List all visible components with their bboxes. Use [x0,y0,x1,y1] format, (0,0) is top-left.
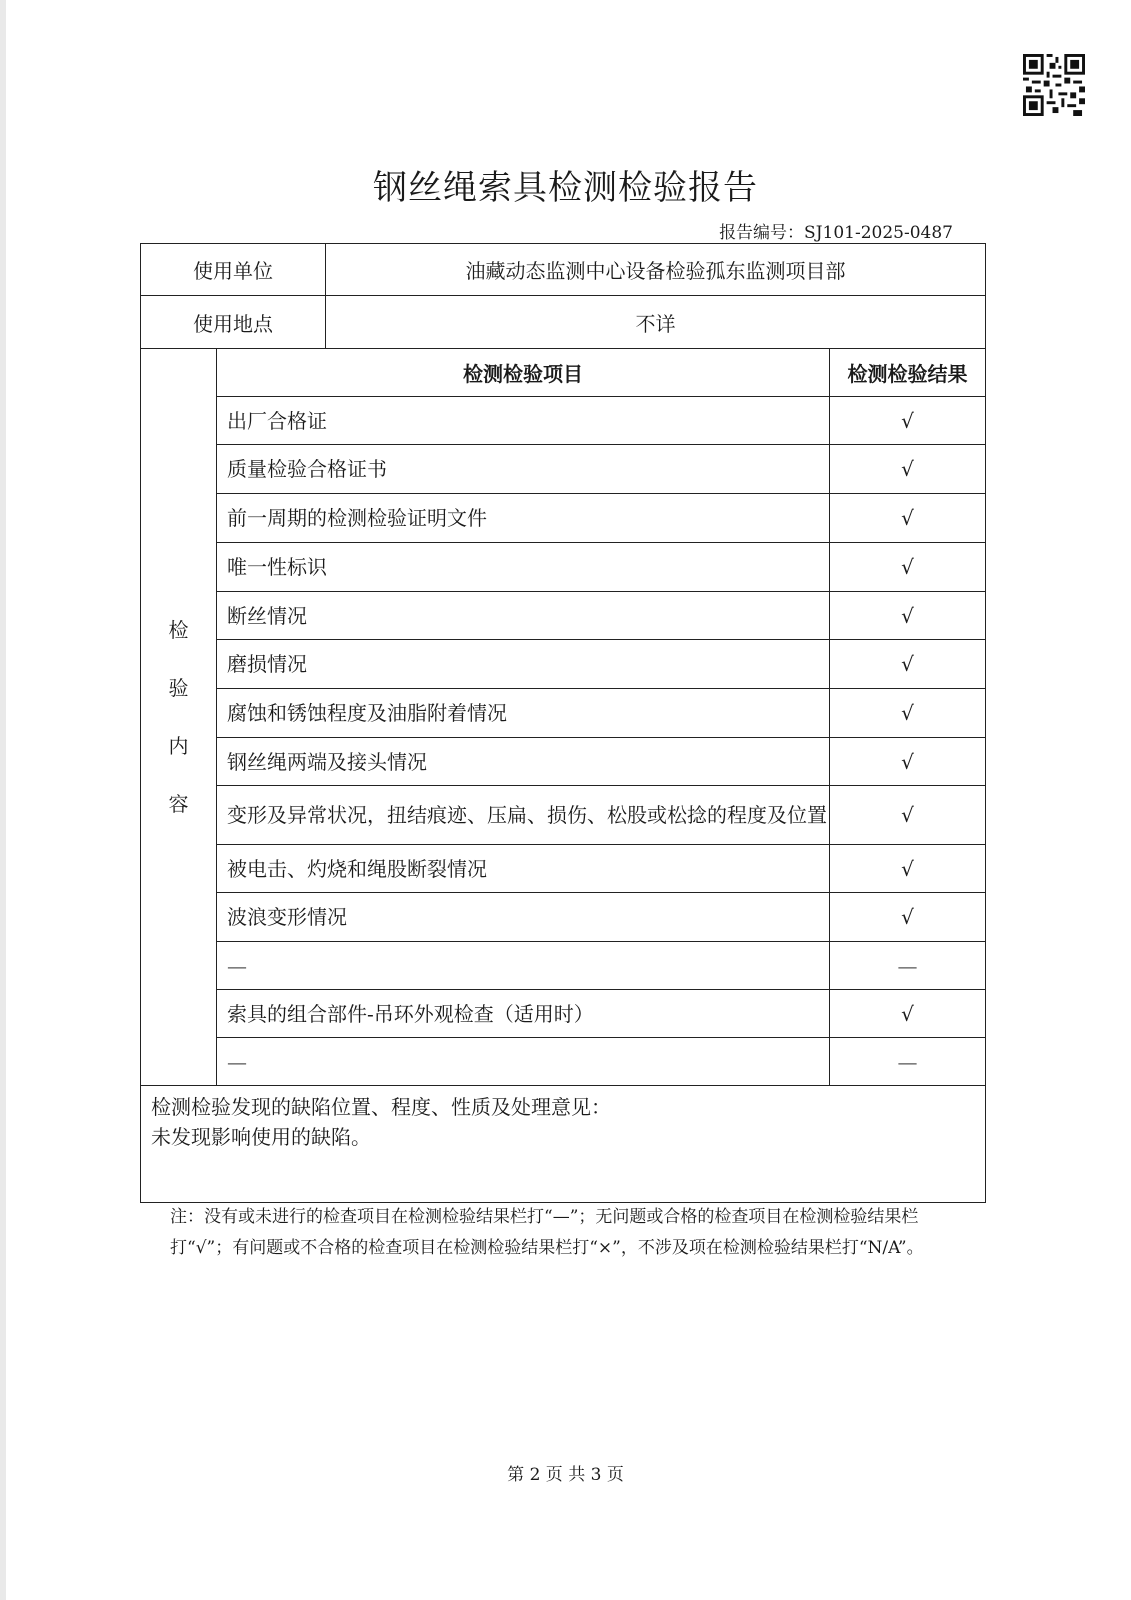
item-name: 变形及异常状况，扭结痕迹、压扁、损伤、松股或松捻的程度及位置 [217,786,830,845]
item-result: √ [830,445,986,494]
table-row [141,397,986,445]
section-label-char: 内 [168,734,189,758]
user-unit-row [141,244,986,296]
user-unit-value: 油藏动态监测中心设备检验孤东监测项目部 [326,244,986,296]
table-row [141,845,986,893]
section-label-vertical [141,349,217,1086]
scan-edge [0,0,6,1600]
item-result: √ [830,397,986,445]
inspection-table [140,243,986,1203]
table-row [141,942,986,990]
report-number: 报告编号：SJ101-2025-0487 [719,223,953,243]
result-column-header: 检测检验结果 [830,349,986,397]
item-result: √ [830,543,986,592]
table-row [141,689,986,738]
item-result: √ [830,893,986,942]
item-result: √ [830,689,986,738]
item-name: 质量检验合格证书 [217,445,830,494]
table-row [141,543,986,592]
report-title: 钢丝绳索具检测检验报告 [373,168,758,208]
findings-label: 检测检验发现的缺陷位置、程度、性质及处理意见： [151,1095,611,1119]
item-name: 出厂合格证 [217,397,830,445]
watermark-stamp: ⠀ [280,92,306,123]
item-name: — [217,942,830,990]
item-name: 索具的组合部件-吊环外观检查（适用时） [217,990,830,1038]
section-label-char: 检 [168,618,189,642]
table-row [141,494,986,543]
table-row [141,786,986,845]
table-row [141,445,986,494]
findings-text: 未发现影响使用的缺陷。 [151,1125,371,1149]
page-number: 第 2 页 共 3 页 [507,1465,624,1485]
qr-code-icon [1023,54,1085,116]
table-row [141,640,986,689]
user-unit-label: 使用单位 [141,244,326,296]
location-label: 使用地点 [141,296,326,349]
item-result: √ [830,738,986,786]
item-name: 钢丝绳两端及接头情况 [217,738,830,786]
item-name: 磨损情况 [217,640,830,689]
table-row [141,738,986,786]
item-result: — [830,942,986,990]
findings-row [141,1086,986,1203]
location-row [141,296,986,349]
table-row [141,893,986,942]
table-row [141,592,986,640]
findings-cell [141,1086,986,1203]
table-row [141,990,986,1038]
item-name: 断丝情况 [217,592,830,640]
item-name: — [217,1038,830,1086]
location-value: 不详 [326,296,986,349]
table-row [141,1038,986,1086]
item-name: 腐蚀和锈蚀程度及油脂附着情况 [217,689,830,738]
item-name: 被电击、灼烧和绳股断裂情况 [217,845,830,893]
table-header-row [141,349,986,397]
item-result: √ [830,786,986,845]
item-name: 前一周期的检测检验证明文件 [217,494,830,543]
item-result: √ [830,592,986,640]
footnote: 注：没有或未进行的检查项目在检测检验结果栏打“—”；无问题或合格的检查项目在检测检验结果栏打“√”；有问题或不合格的检查项目在检测检验结果栏打“×”，不涉及项在检测检验结果栏打“N/A”。 [170,1207,924,1258]
section-label-char: 验 [168,676,189,700]
item-result: √ [830,640,986,689]
item-result: √ [830,845,986,893]
item-result: √ [830,494,986,543]
item-column-header: 检测检验项目 [217,349,830,397]
section-label-char: 容 [168,792,189,816]
item-result: — [830,1038,986,1086]
item-name: 波浪变形情况 [217,893,830,942]
item-result: √ [830,990,986,1038]
item-name: 唯一性标识 [217,543,830,592]
